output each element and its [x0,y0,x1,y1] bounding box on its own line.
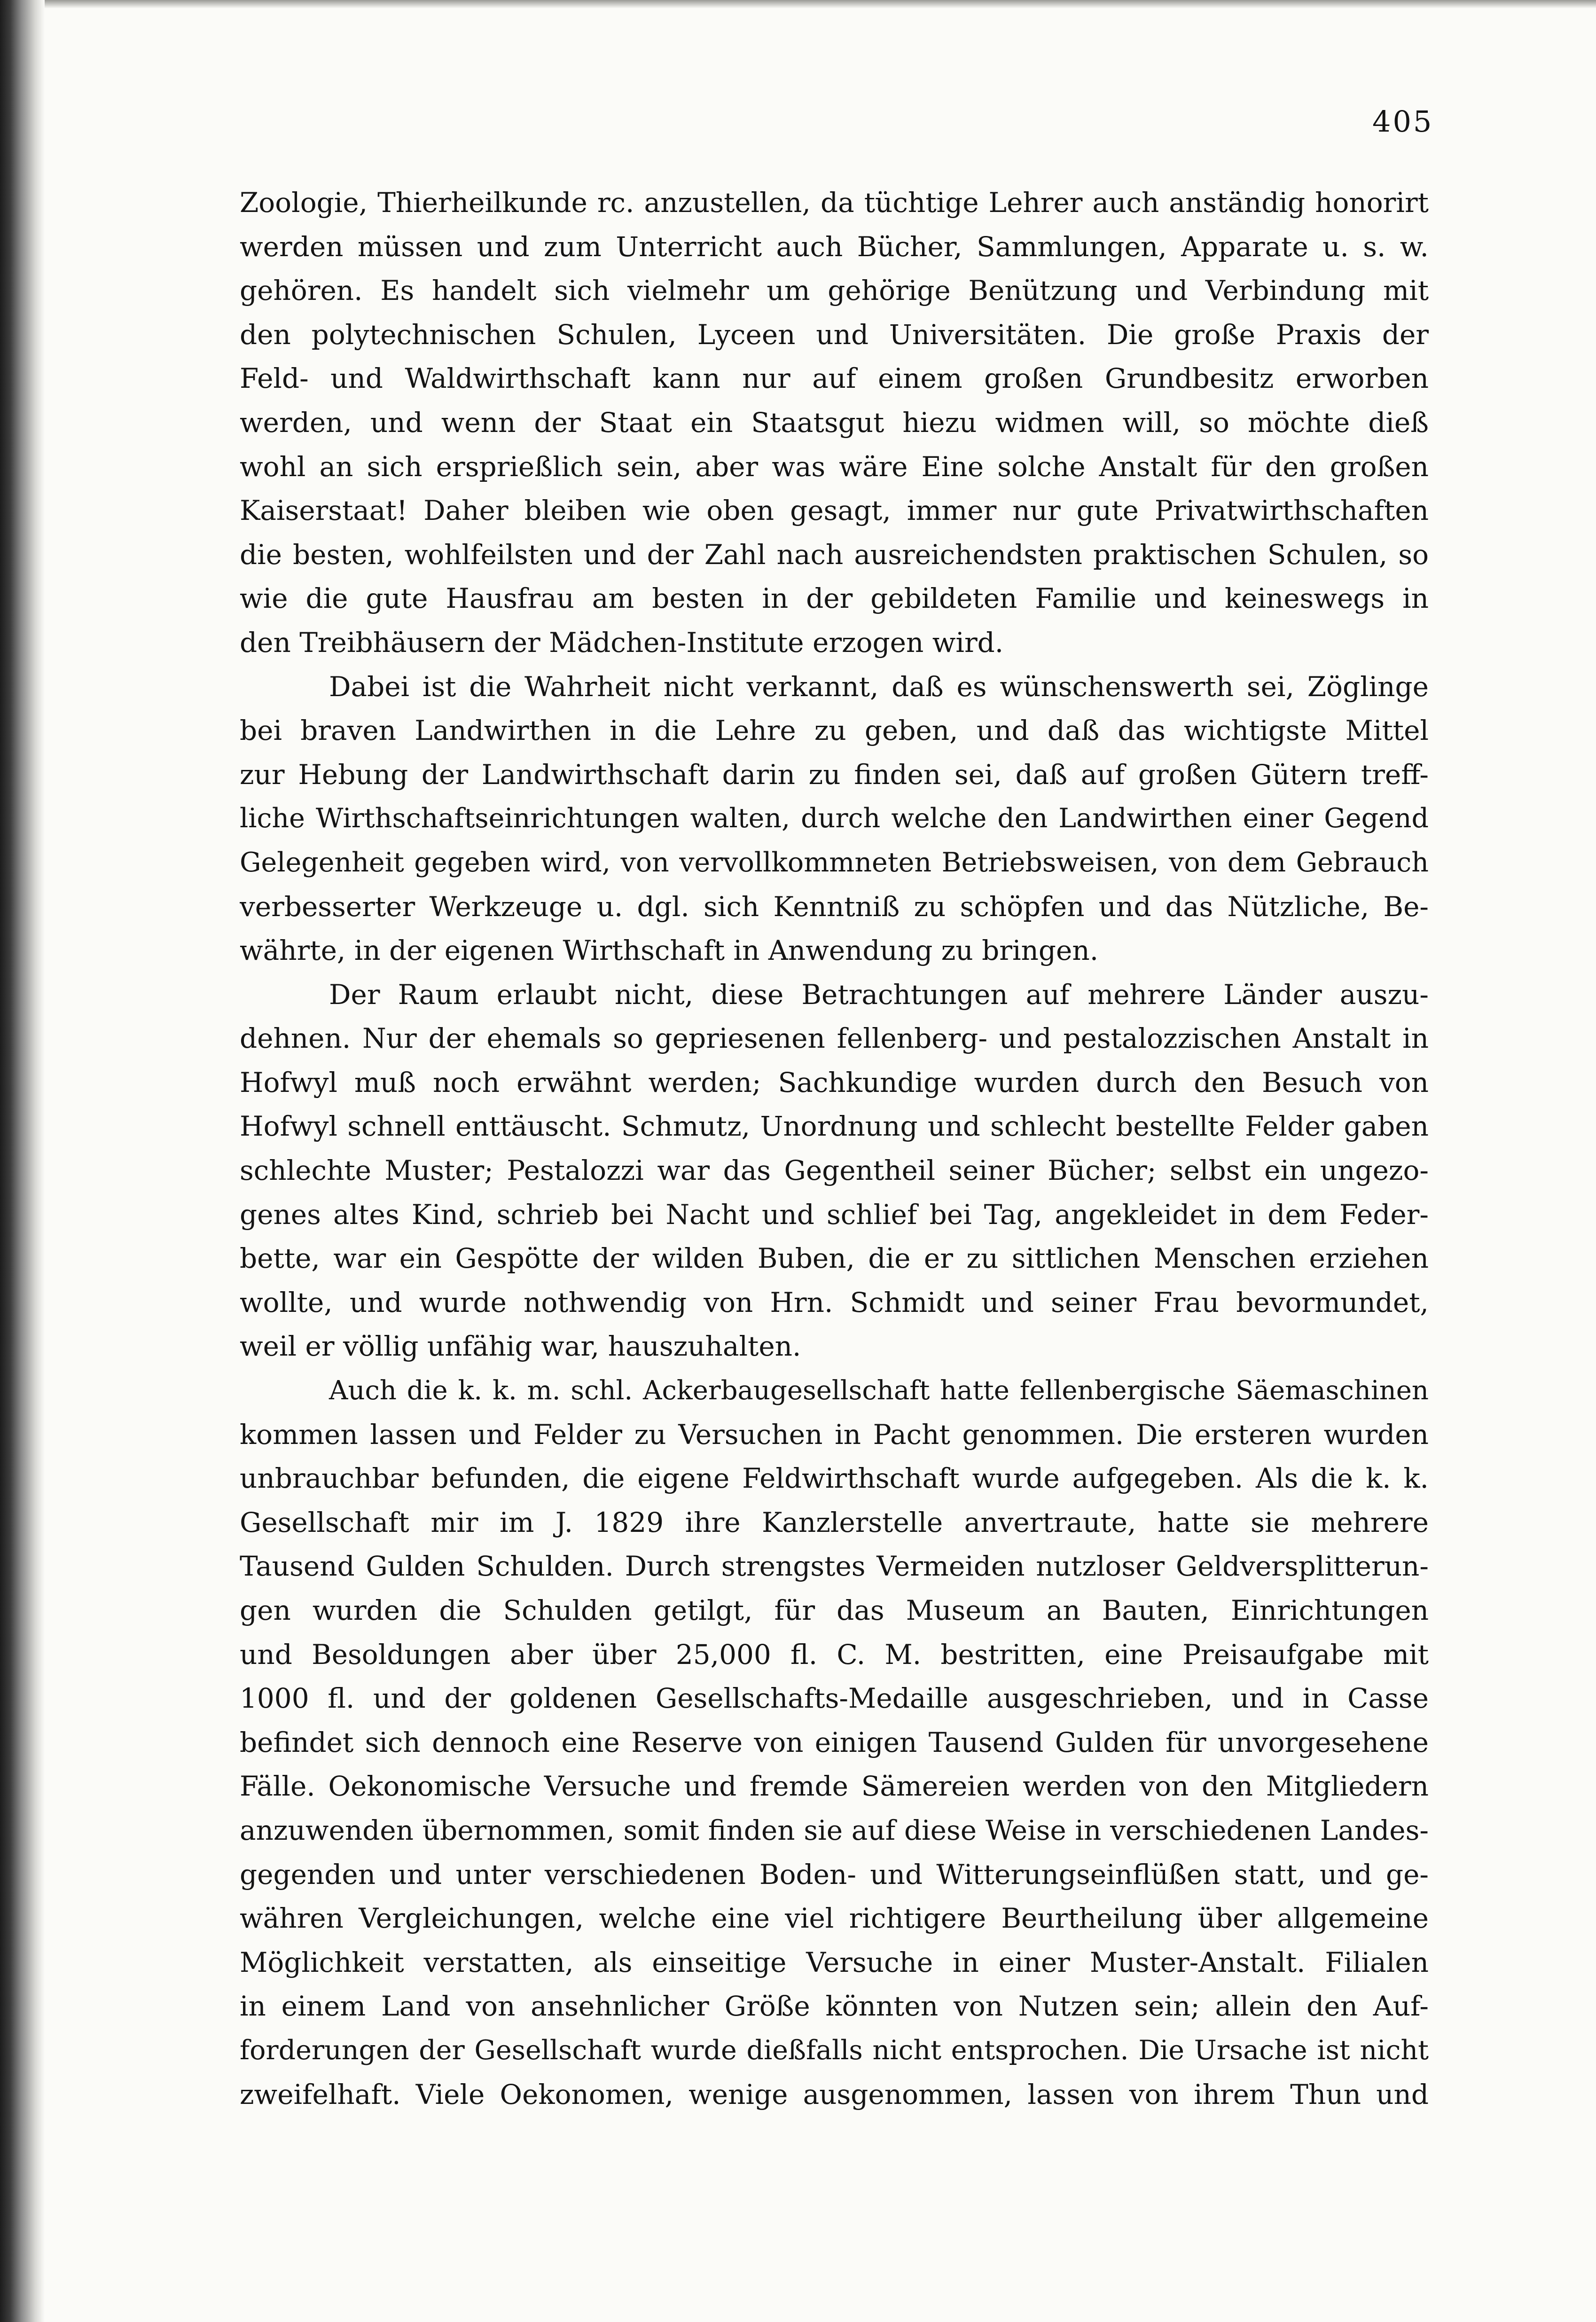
text-line: forderungen der Gesellschaft wurde dießfalls nicht entsprochen. Die Ursache ist nicht [240,2034,1429,2066]
text-line: schlechte Muster; Pestalozzi war das Gegentheil seiner Bücher; selbst ein ungezo- [240,1154,1429,1187]
text-line: den Treibhäusern der Mädchen-Institute erzogen wird. [240,626,1004,659]
text-line: und Besoldungen aber über 25,000 fl. C. M. bestritten, eine Preisaufgabe mit [240,1638,1429,1671]
text-line: wie die gute Hausfrau am besten in der gebildeten Familie und keineswegs in [240,582,1429,615]
text-line: zur Hebung der Landwirthschaft darin zu finden sei, daß auf großen Gütern treff- [240,758,1429,791]
text-line: Zoologie, Thierheilkunde rc. anzustellen, da tüchtige Lehrer auch anständig honorirt [240,187,1429,219]
text-line: Möglichkeit verstatten, als einseitige Versuche in einer Muster-Anstalt. Filialen [240,1946,1429,1978]
text-line: kommen lassen und Felder zu Versuchen in Pacht genommen. Die ersteren wurden [240,1418,1429,1451]
text-line: wohl an sich ersprießlich sein, aber was wäre Eine solche Anstalt für den großen [240,450,1429,483]
text-line: Dabei ist die Wahrheit nicht verkannt, daß es wünschenswerth sei, Zöglinge [329,670,1429,703]
text-line: weil er völlig unfähig war, hauszuhalten. [240,1330,801,1363]
scan-top-shadow [45,0,1596,8]
body-text [240,181,1429,2117]
text-line: befindet sich dennoch eine Reserve von einigen Tausend Gulden für unvorgesehene [240,1726,1429,1758]
text-line: liche Wirthschaftseinrichtungen walten, durch welche den Landwirthen einer Gegend [240,803,1429,834]
text-line: gen wurden die Schulden getilgt, für das Museum an Bauten, Einrichtungen [240,1594,1429,1626]
text-line: Der Raum erlaubt nicht, diese Betrachtungen auf mehrere Länder auszu- [329,978,1429,1011]
text-line: Hofwyl muß noch erwähnt werden; Sachkundige wurden durch den Besuch von [240,1066,1429,1098]
text-line: werden müssen und zum Unterricht auch Bücher, Sammlungen, Apparate u. s. w. [240,230,1429,263]
text-line: gegenden und unter verschiedenen Boden- und Witterungseinflüßen statt, und ge- [240,1858,1429,1891]
text-line: wollte, und wurde nothwendig von Hrn. Schmidt und seiner Frau bevormundet, [240,1286,1429,1318]
text-line: Hofwyl schnell enttäuscht. Schmutz, Unordnung und schlecht bestellte Felder gaben [240,1110,1429,1143]
text-line: währen Vergleichungen, welche eine viel richtigere Beurtheilung über allgemeine [240,1902,1429,1935]
text-line: Kaiserstaat! Daher bleiben wie oben gesagt, immer nur gute Privatwirthschaften [240,494,1429,527]
text-line: Gelegenheit gegeben wird, von vervollkommneten Betriebsweisen, von dem Gebrauch [240,847,1429,878]
text-line: Fälle. Oekonomische Versuche und fremde Sämereien werden von den Mitgliedern [240,1770,1429,1803]
text-line: gehören. Es handelt sich vielmehr um gehörige Benützung und Verbindung mit [240,275,1429,307]
page-number: 405 [1372,104,1434,139]
text-line: zweifelhaft. Viele Oekonomen, wenige ausgenommen, lassen von ihrem Thun und [240,2078,1429,2110]
text-line: die besten, wohlfeilsten und der Zahl nach ausreichendsten praktischen Schulen, so [240,538,1429,571]
text-line: Auch die k. k. m. schl. Ackerbaugesellschaft hatte fellenbergische Säemaschinen [329,1375,1429,1406]
scan-binding-shadow [0,0,45,2322]
text-line: bette, war ein Gespötte der wilden Buben, die er zu sittlichen Menschen erziehen [240,1242,1429,1275]
text-line: anzuwenden übernommen, somit finden sie auf diese Weise in verschiedenen Landes- [240,1814,1429,1846]
text-line: 1000 fl. und der goldenen Gesellschafts-Medaille ausgeschrieben, und in Casse [240,1682,1429,1715]
text-line: werden, und wenn der Staat ein Staatsgut hiezu widmen will, so möchte dieß [240,406,1429,439]
text-line: in einem Land von ansehnlicher Größe könnten von Nutzen sein; allein den Auf- [240,1990,1429,2023]
text-line: Tausend Gulden Schulden. Durch strengstes Vermeiden nutzloser Geldversplitterun- [240,1550,1429,1583]
text-line: Gesellschaft mir im J. 1829 ihre Kanzlerstelle anvertraute, hatte sie mehrere [240,1506,1429,1538]
text-line: verbesserter Werkzeuge u. dgl. sich Kenntniß zu schöpfen und das Nützliche, Be- [240,890,1429,923]
text-line: währte, in der eigenen Wirthschaft in Anwendung zu bringen. [240,934,1099,967]
text-line: dehnen. Nur der ehemals so gepriesenen fellenberg- und pestalozzischen Anstalt in [240,1022,1429,1055]
text-line: Feld- und Waldwirthschaft kann nur auf einem großen Grundbesitz erworben [240,362,1429,395]
text-line: den polytechnischen Schulen, Lyceen und Universitäten. Die große Praxis der [240,318,1429,351]
text-line: unbrauchbar befunden, die eigene Feldwirthschaft wurde aufgegeben. Als die k. k. [240,1462,1429,1495]
text-line: genes altes Kind, schrieb bei Nacht und schlief bei Tag, angekleidet in dem Feder- [240,1198,1429,1231]
text-line: bei braven Landwirthen in die Lehre zu geben, und daß das wichtigste Mittel [240,714,1429,747]
